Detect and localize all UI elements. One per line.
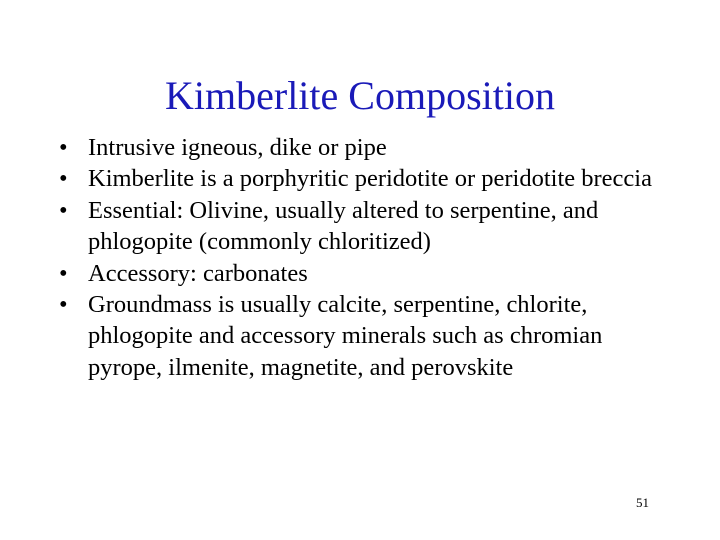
bullet-text: Accessory: carbonates [88,259,308,287]
bullet-icon: • [59,259,68,287]
bullet-item [56,289,676,383]
page-number: 51 [636,495,649,510]
bullet-text: Groundmass is usually calcite, serpentine, chlorite, phlogopite and accessory minerals such as chromian pyrope, ilmenite, magnetite, and perovskite [88,291,603,381]
bullet-icon: • [59,291,68,319]
slide-title: Kimberlite Composition [165,73,555,118]
bullet-icon: • [59,165,68,193]
bullet-text: Essential: Olivine, usually altered to serpentine, and phlogopite (commonly chloritized) [88,196,599,256]
bullet-item [56,132,676,163]
bullet-item [56,163,676,194]
bullet-icon: • [59,196,68,224]
bullet-text: Kimberlite is a porphyritic peridotite or peridotite breccia [88,165,652,193]
bullet-text: Intrusive igneous, dike or pipe [88,134,387,161]
bullet-icon: • [59,134,68,161]
bullet-item [56,258,676,289]
bullet-list [56,132,676,383]
bullet-item [56,195,676,258]
